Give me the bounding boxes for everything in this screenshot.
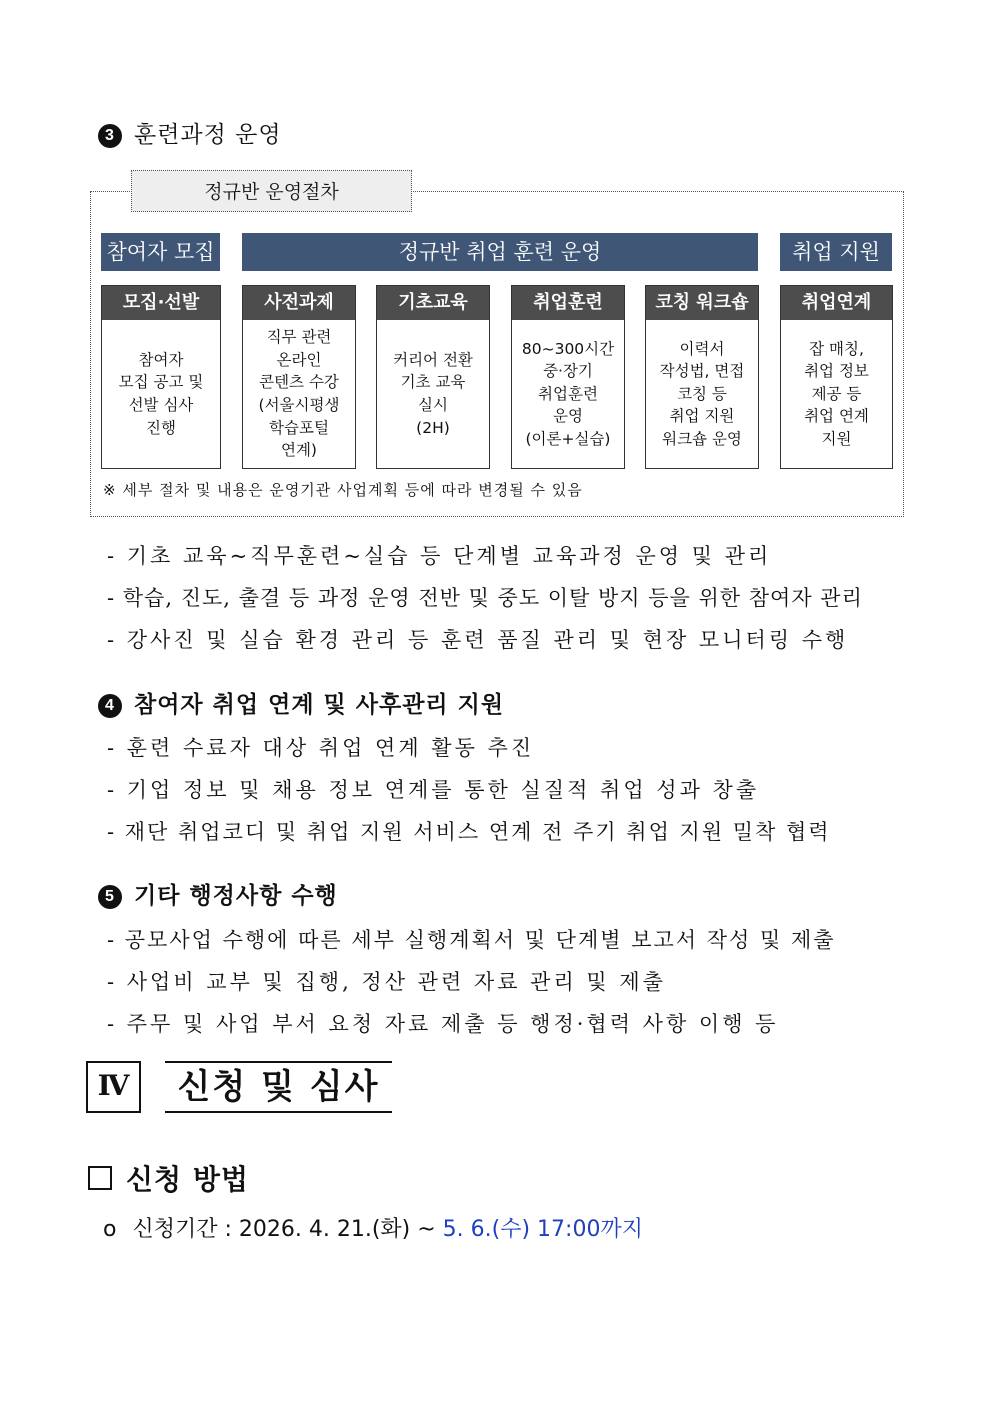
apply-method-heading bbox=[88, 1158, 249, 1198]
period-label: 신청기간 : 2026. 4. 21.(화) ~ bbox=[132, 1217, 436, 1242]
section-4-title: 참여자 취업 연계 및 사후관리 지원 bbox=[134, 692, 505, 718]
chapter-number-box: Ⅳ bbox=[86, 1061, 141, 1113]
application-period bbox=[103, 1212, 643, 1243]
step-card-coaching-workshop bbox=[645, 285, 759, 469]
bullet-item: - 재단 취업코디 및 취업 지원 서비스 연계 전 주기 취업 지원 밀착 협력 bbox=[107, 820, 831, 844]
bullet-item: - 기초 교육~직무훈련~실습 등 단계별 교육과정 운영 및 관리 bbox=[107, 544, 772, 568]
section-5-heading bbox=[98, 877, 338, 910]
step-card-head: 취업연계 bbox=[781, 286, 892, 320]
bullet-item: - 기업 정보 및 채용 정보 연계를 통한 실질적 취업 성과 창출 bbox=[107, 778, 760, 802]
step-card-body: 직무 관련 온라인 콘텐츠 수강 (서울시평생 학습포털 연계) bbox=[258, 328, 340, 460]
square-bullet-icon bbox=[88, 1166, 112, 1190]
section-5-title: 기타 행정사항 수행 bbox=[134, 883, 338, 909]
step-card-basic-education bbox=[376, 285, 490, 469]
bullet-item: - 학습, 진도, 출결 등 과정 운영 전반 및 중도 이탈 방지 등을 위한 참여자 관리 bbox=[107, 586, 863, 610]
stage-header-training: 정규반 취업 훈련 운영 bbox=[242, 233, 758, 271]
step-card-job-linkage bbox=[780, 285, 893, 469]
step-card-selection bbox=[101, 285, 221, 469]
bullet-item: - 사업비 교부 및 집행, 정산 관련 자료 관리 및 제출 bbox=[107, 970, 666, 994]
step-card-body: 잡 매칭, 취업 정보 제공 등 취업 연계 지원 bbox=[804, 339, 869, 448]
circled-number-5-icon: 5 bbox=[98, 885, 122, 909]
section-3-title: 훈련과정 운영 bbox=[134, 122, 282, 148]
bullet-item: - 주무 및 사업 부서 요청 자료 제출 등 행정·협력 사항 이행 등 bbox=[107, 1012, 779, 1036]
step-card-pretask bbox=[242, 285, 356, 469]
period-deadline: 5. 6.(수) 17:00까지 bbox=[442, 1217, 643, 1242]
step-card-head: 기초교육 bbox=[377, 286, 489, 320]
circle-bullet: o bbox=[103, 1217, 117, 1242]
step-card-head: 모집·선발 bbox=[102, 286, 220, 320]
step-card-head: 사전과제 bbox=[243, 286, 355, 320]
section-3-heading bbox=[98, 116, 282, 149]
circled-number-3-icon: 3 bbox=[98, 124, 122, 148]
chapter-title: 신청 및 심사 bbox=[165, 1061, 392, 1113]
diagram-title: 정규반 운영절차 bbox=[131, 170, 412, 212]
bullet-item: - 훈련 수료자 대상 취업 연계 활동 추진 bbox=[107, 736, 535, 760]
circled-number-4-icon: 4 bbox=[98, 694, 122, 718]
bullet-item: - 강사진 및 실습 환경 관리 등 훈련 품질 관리 및 현장 모니터링 수행 bbox=[107, 628, 849, 652]
section-4-heading bbox=[98, 686, 504, 719]
apply-method-title: 신청 방법 bbox=[126, 1163, 249, 1196]
step-card-body: 커리어 전환 기초 교육 실시 (2H) bbox=[393, 350, 473, 437]
step-card-head: 코칭 워크숍 bbox=[646, 286, 758, 320]
step-card-body: 80~300시간 중·장기 취업훈련 운영 (이론+실습) bbox=[521, 339, 615, 448]
stage-header-recruit: 참여자 모집 bbox=[101, 233, 220, 271]
stage-header-employment: 취업 지원 bbox=[780, 233, 892, 271]
step-card-body: 참여자 모집 공고 및 선발 심사 진행 bbox=[118, 350, 204, 437]
step-card-head: 취업훈련 bbox=[512, 286, 624, 320]
step-card-body: 이력서 작성법, 면접 코칭 등 취업 지원 워크숍 운영 bbox=[659, 339, 745, 448]
diagram-note: ※ 세부 절차 및 내용은 운영기관 사업계획 등에 따라 변경될 수 있음 bbox=[103, 481, 583, 499]
bullet-item: - 공모사업 수행에 따른 세부 실행계획서 및 단계별 보고서 작성 및 제출 bbox=[107, 928, 836, 952]
step-card-job-training bbox=[511, 285, 625, 469]
